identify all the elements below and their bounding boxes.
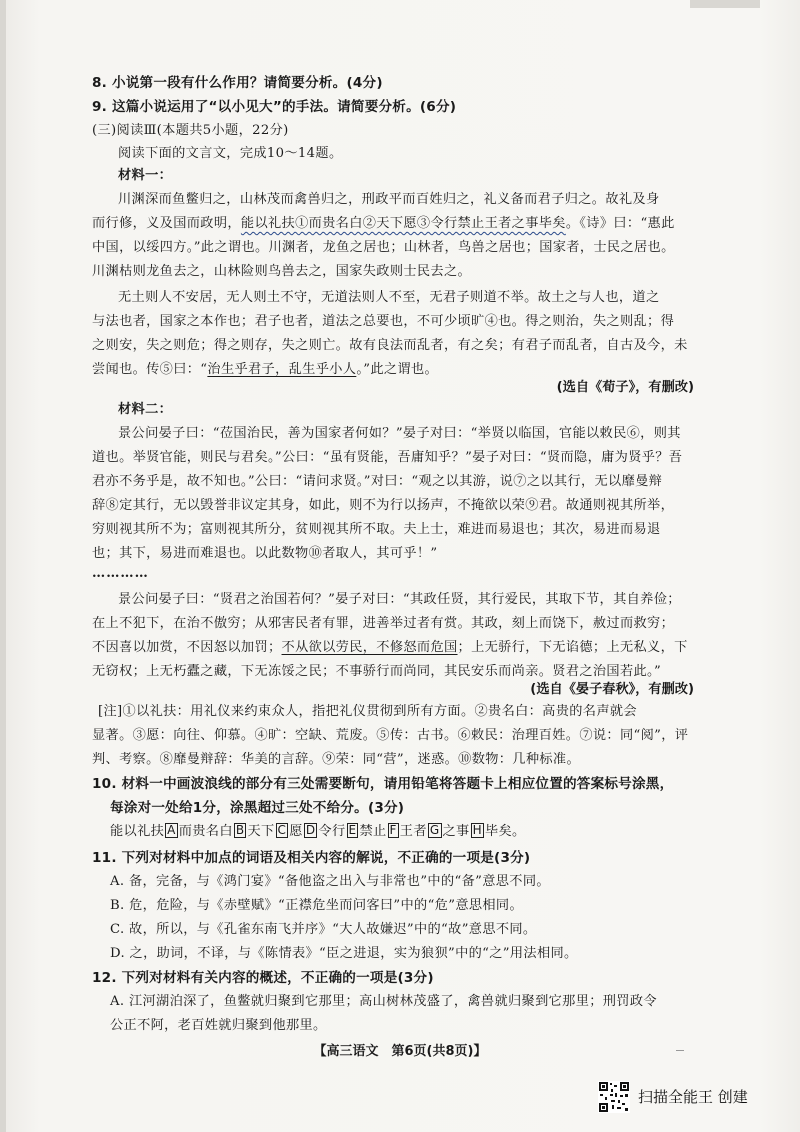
material-1-line: 之则安，失之则危；得之则存，失之则亡。故有良法而乱者，有之矣；有君子而乱者，自古及今，未: [92, 338, 688, 353]
text-segment: 。《诗》曰：“惠此: [565, 216, 675, 231]
text-segment: 不因喜以加赏，不因怒以加罚；: [92, 640, 282, 655]
question-10: 10. 材料一中画波浪线的部分有三处需要断句，请用铅笔将答题卡上相应位置的答案标号涂黑，: [92, 776, 674, 792]
option-a-cont: 公正不阿，老百姓就归聚到他那里。: [110, 1018, 327, 1033]
wavy-underlined-text: 能以礼扶①而贵名白②天下愿③令行禁止王者之事毕矣: [240, 216, 566, 231]
material-1-line: [92, 214, 675, 234]
option-c: C. 故，所以，与《孔雀东南飞并序》“大人故嫌迟”中的“故”意思不同。: [110, 922, 537, 937]
material-2-line: 道也。举贤官能，则民与君矣。”公曰：“虽有贤能，吾庸知乎？”晏子对曰：“贤而隐，庸为贤乎？吾: [92, 450, 683, 465]
material-2-line: 景公问晏子曰：“莅国治民，善为国家者何如？”晏子对曰：“举贤以临国，官能以敕民⑥，则其: [118, 426, 681, 441]
material-1-line: 川渊枯则龙鱼去之，山林险则鸟兽去之，国家失政则士民去之。: [92, 264, 472, 279]
material-1-line: 无土则人不安居，无人则土不守，无道法则人不至，无君子则道不举。故土之与人也，道之: [118, 290, 660, 305]
option-a: A. 备，完备，与《鸿门宴》“备他盗之出入与非常也”中的“备”意思不同。: [110, 874, 550, 889]
answer-tag: C: [277, 823, 287, 837]
material-1-line: 与法也者，国家之本作也；君子也者，道法之总要也，不可少顷旷④也。得之则治，失之则乱；得: [92, 314, 675, 329]
annotation-line: 显著。③愿：向往、仰慕。④旷：空缺、荒废。⑤传：古书。⑥敕民：治理百姓。⑦说：同“阅”，评: [92, 728, 689, 743]
text-segment: 。”此之谓也。: [356, 362, 439, 377]
option-d: D. 之，助词，不译，与《陈情表》“臣之进退，实为狼狈”中的“之”用法相同。: [110, 946, 578, 961]
annotation-line: 判、考察。⑧靡曼辩辞：华美的言辞。⑨荣：同“营”，迷惑。⑩数物：几种标准。: [92, 752, 580, 767]
question-10-cont: 每涂对一处给1分，涂黑超过三处不给分。(3分): [110, 800, 405, 816]
answer-tag: G: [429, 823, 440, 837]
material-1-line: [92, 360, 438, 380]
text-segment: 禁止: [359, 824, 387, 839]
page-edge-shadow: [0, 0, 6, 1132]
qr-code-icon: [598, 1081, 630, 1113]
answer-tag: A: [167, 823, 176, 837]
text-segment: 尝闻也。传⑤曰：“: [92, 362, 208, 377]
scan-mark: [690, 0, 760, 8]
footer-dash: [676, 1050, 684, 1051]
material-1-heading: 材料一：: [118, 168, 173, 183]
underlined-text: 不从欲以劳民，不修怒而危国: [281, 640, 458, 655]
source-note-yanzi: (选自《晏子春秋》，有删改): [530, 682, 694, 697]
material-2-line: 也；其下，易进而难退也。以此数物⑩者取人，其可乎！”: [92, 546, 438, 561]
material-2-heading: 材料二：: [118, 402, 173, 417]
material-2-line: [92, 638, 688, 658]
answer-tag: H: [472, 823, 482, 837]
material-1-line: 中国，以绥四方。”此之谓也。川渊者，龙鱼之居也；山林者，鸟兽之居也；国家者，士民之居也。: [92, 240, 675, 255]
text-segment: 而贵名白: [178, 824, 233, 839]
text-segment: 愿: [289, 824, 303, 839]
answer-tag: B: [235, 823, 245, 837]
material-2-line: 无窃权；上无朽蠹之藏，下无冻馁之民；不事骄行而尚同，其民安乐而尚亲。贤君之治国若此。”: [92, 664, 662, 679]
text-segment: ；上无骄行，下无谄德；上无私义，下: [457, 640, 688, 655]
material-2-line: 辞⑧定其行，无以毁誉非议定其身，如此，则不为行以扬声，不掩欲以荣⑨君。故通则视其所举，: [92, 498, 675, 513]
material-1-line: 川渊深而鱼鳖归之，山林茂而禽兽归之，刑政平而百姓归之，礼义备而君子归之。故礼及身: [118, 192, 660, 207]
material-2-line: 在上不犯下，在治不傲穷；从邪害民者有罪，进善举过者有赏。其政，刻上而饶下，赦过而救穷；: [92, 616, 675, 631]
section-heading: (三)阅读Ⅲ(本题共5小题，22分): [92, 123, 289, 138]
page-footer: 【高三语文 第6页(共8页)】: [313, 1044, 487, 1059]
question-11: 11. 下列对材料中加点的词语及相关内容的解说，不正确的一项是(3分): [92, 850, 531, 866]
reading-instruction: 阅读下面的文言文，完成10～14题。: [118, 146, 343, 161]
ellipsis-separator: …………: [92, 566, 149, 581]
source-note-xunzi: (选自《荀子》，有删改): [556, 380, 694, 395]
material-2-line: 穷则视其所不为；富则视其所分，贫则视其所不取。夫上士，难进而易退也；其次，易进而易退: [92, 522, 661, 537]
answer-option-sentence: [110, 822, 526, 842]
answer-tag: F: [389, 823, 397, 837]
material-2-line: 君亦不务乎是，故不知也。”公曰：“请问求贤。”对曰：“观之以其游，说⑦之以其行，无以靡曼辩: [92, 474, 663, 489]
text-segment: 毕矣。: [484, 824, 526, 839]
option-a: A. 江河湖泊深了，鱼鳖就归聚到它那里；高山树林茂盛了，禽兽就归聚到它那里；刑罚政令: [110, 994, 657, 1009]
annotation-line: [注]①以礼扶：用礼仪来约束众人，指把礼仪贯彻到所有方面。②贵名白：高贵的名声就会: [98, 704, 637, 719]
text-segment: 令行: [318, 824, 346, 839]
option-b: B. 危，危险，与《赤壁赋》“正襟危坐而问客曰”中的“危”意思相同。: [110, 898, 524, 913]
answer-tag: E: [348, 823, 357, 837]
text-segment: 王者: [399, 824, 427, 839]
scanner-watermark: 扫描全能王 创建: [638, 1088, 748, 1106]
text-segment: 之事: [442, 824, 470, 839]
text-segment: 天下: [247, 824, 275, 839]
question-12: 12. 下列对材料有关内容的概述，不正确的一项是(3分): [92, 970, 434, 986]
text-segment: 能以礼扶: [110, 824, 165, 839]
material-2-line: 景公问晏子曰：“贤君之治国若何？”晏子对曰：“其政任贤，其行爱民，其取下节，其自养俭；: [118, 592, 681, 607]
question-9: 9. 这篇小说运用了“以小见大”的手法。请简要分析。(6分): [92, 99, 457, 115]
answer-tag: D: [305, 823, 316, 837]
question-8: 8. 小说第一段有什么作用？请简要分析。(4分): [92, 75, 383, 91]
underlined-text: 治生乎君子，乱生乎小人: [207, 362, 357, 377]
text-segment: 而行修，义及国而政明，: [92, 216, 241, 231]
